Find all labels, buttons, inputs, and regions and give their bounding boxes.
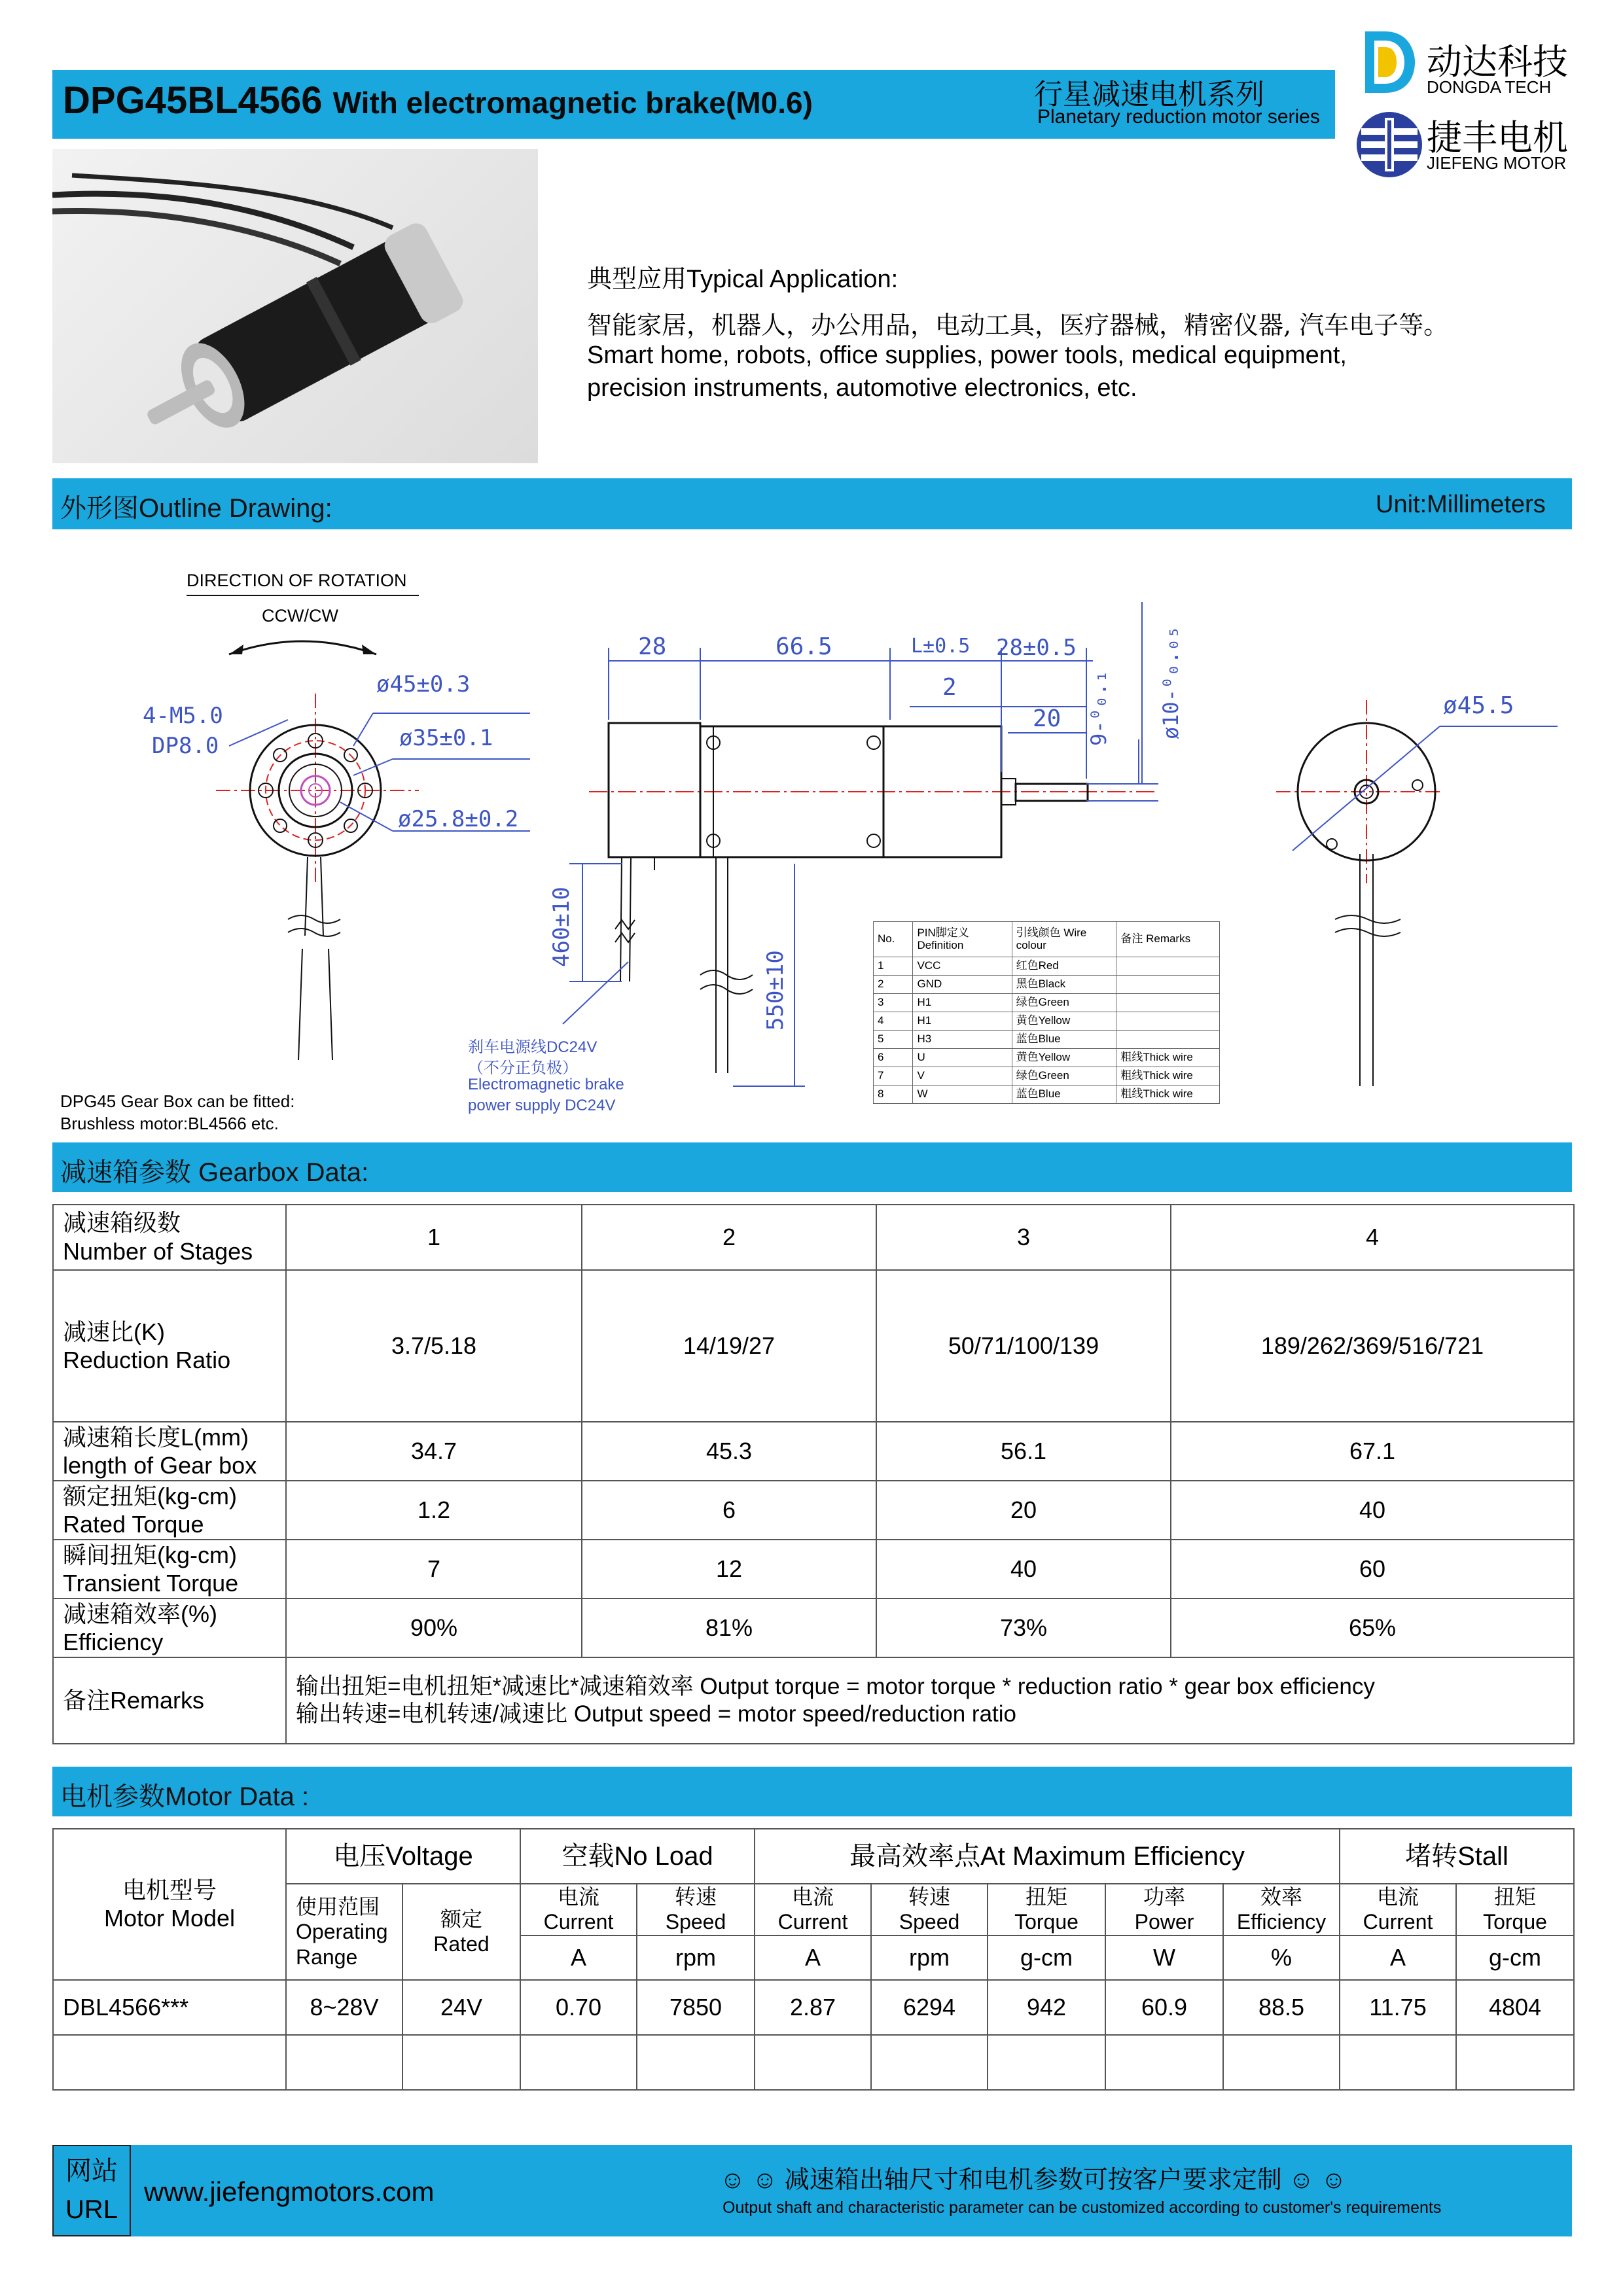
sub-header-cn: 电流 <box>1377 1885 1419 1909</box>
gearbox-title: 减速箱参数 Gearbox Data: <box>60 1158 369 1187</box>
outline-drawing <box>0 543 1623 1132</box>
sub-header <box>637 1884 755 1935</box>
dim-depth: DP8.0 <box>152 733 219 759</box>
pin-remark <box>1116 994 1220 1012</box>
dim-d45: ø45±0.3 <box>376 671 471 698</box>
motor-model-en: Motor Model <box>103 1905 236 1932</box>
outline-unit: Unit:Millimeters <box>1376 491 1546 518</box>
motor-cell: 8~28V <box>286 1980 402 2035</box>
motor-model-cn: 电机型号 <box>122 1877 217 1904</box>
outline-title: 外形图Outline Drawing: <box>60 494 332 523</box>
rated-label-en: Rated Torque <box>63 1511 204 1538</box>
rated-voltage-en: Rated <box>433 1932 490 1956</box>
sub-header-cn: 电流 <box>792 1885 834 1909</box>
operating-range-en-2: Range <box>296 1945 358 1969</box>
sub-header-en: Speed <box>899 1910 960 1934</box>
pin-no: 6 <box>874 1049 913 1067</box>
pin-colour: 蓝色Blue <box>1012 1086 1116 1104</box>
application-title: 典型应用Typical Application: <box>587 266 899 293</box>
motor-cell: 24V <box>402 1980 520 2035</box>
pin-remark <box>1116 1031 1220 1049</box>
transient-value: 40 <box>876 1540 1171 1598</box>
sub-header-cn: 效率 <box>1260 1885 1303 1909</box>
stages-label-en: Number of Stages <box>63 1238 253 1265</box>
empty-cell <box>988 2035 1105 2090</box>
unit-cell: g-cm <box>1456 1935 1574 1980</box>
efficiency-value: 65% <box>1171 1598 1574 1657</box>
pin-colour: 黑色Black <box>1012 976 1116 994</box>
pin-row <box>874 994 1220 1012</box>
pin-row <box>874 1067 1220 1086</box>
pin-remark <box>1116 1012 1220 1031</box>
noload-header: 空载No Load <box>520 1829 755 1884</box>
pin-colour: 绿色Green <box>1012 1067 1116 1086</box>
rated-value: 6 <box>582 1481 876 1540</box>
unit-cell: A <box>1340 1935 1456 1980</box>
voltage-header: 电压Voltage <box>286 1829 520 1884</box>
efficiency-label <box>53 1598 286 1657</box>
gearbox-note-2: Brushless motor:BL4566 etc. <box>60 1114 279 1133</box>
efficiency-value: 81% <box>582 1598 876 1657</box>
jiefeng-logo-icon <box>1353 109 1425 181</box>
motor-row-empty <box>53 2035 1574 2090</box>
stage-value: 4 <box>1171 1205 1574 1270</box>
dim-d455: ø45.5 <box>1443 692 1514 719</box>
stage-value: 1 <box>286 1205 582 1270</box>
pin-remark: 粗线Thick wire <box>1116 1086 1220 1104</box>
ratio-value: 50/71/100/139 <box>876 1270 1171 1422</box>
sub-header-cn: 扭矩 <box>1494 1885 1537 1909</box>
custom-note-en: Output shaft and characteristic parameter can be customized according to customer's requirements <box>722 2199 1442 2217</box>
dim-10: ø10-⁰₀.₀₅ <box>1158 626 1183 739</box>
efficiency-value: 90% <box>286 1598 582 1657</box>
application-en-2: precision instruments, automotive electronics, etc. <box>587 374 1137 402</box>
sub-header-en: Current <box>777 1910 848 1934</box>
pin-remark <box>1116 976 1220 994</box>
pin-header-remarks: 备注 Remarks <box>1116 922 1220 957</box>
pin-def: H1 <box>913 994 1012 1012</box>
pin-no: 3 <box>874 994 913 1012</box>
dim-len28: 28 <box>638 633 667 660</box>
gearbox-table <box>52 1204 1575 1744</box>
ratio-value: 189/262/369/516/721 <box>1171 1270 1574 1422</box>
dim-len665: 66.5 <box>776 633 832 660</box>
length-label <box>53 1422 286 1481</box>
sub-header <box>988 1884 1105 1935</box>
pin-header-def: PIN脚定义 Definition <box>913 922 1012 957</box>
rotation-title: DIRECTION OF ROTATION <box>187 571 407 590</box>
motor-cell: 942 <box>988 1980 1105 2035</box>
motor-cell: 11.75 <box>1340 1980 1456 2035</box>
product-photo <box>52 149 538 463</box>
brand2-cn: 捷丰电机 <box>1427 117 1568 158</box>
sub-header <box>1456 1884 1574 1935</box>
operating-range-header <box>286 1884 402 1980</box>
motor-title: 电机参数Motor Data : <box>60 1782 310 1811</box>
pin-colour: 黄色Yellow <box>1012 1012 1116 1031</box>
brand1-cn: 动达科技 <box>1427 41 1568 82</box>
dim-wire550: 550±10 <box>762 950 789 1031</box>
sub-header-cn: 电流 <box>557 1885 599 1909</box>
pin-remark: 粗线Thick wire <box>1116 1049 1220 1067</box>
pin-no: 7 <box>874 1067 913 1086</box>
dongda-logo-icon <box>1359 26 1419 98</box>
brand2-en: JIEFENG MOTOR <box>1427 153 1567 173</box>
pin-header-colour: 引线颜色 Wire colour <box>1012 922 1116 957</box>
sub-header-cn: 扭矩 <box>1026 1885 1068 1909</box>
pin-def: H3 <box>913 1031 1012 1049</box>
brake-en-2: power supply DC24V <box>468 1097 616 1114</box>
url-label-box <box>52 2145 131 2236</box>
rotation-label: CCW/CW <box>262 606 338 626</box>
empty-cell <box>520 2035 637 2090</box>
efficiency-label-en: Efficiency <box>63 1629 164 1655</box>
transient-value: 60 <box>1171 1540 1574 1598</box>
unit-cell: rpm <box>637 1935 755 1980</box>
pin-header-no: No. <box>874 922 913 957</box>
sub-header-en: Torque <box>1483 1910 1547 1934</box>
empty-cell <box>1105 2035 1223 2090</box>
rated-voltage-cn: 额定 <box>440 1907 482 1931</box>
pin-colour: 绿色Green <box>1012 994 1116 1012</box>
sub-header-en: Torque <box>1014 1910 1079 1934</box>
motor-model-value: DBL4566*** <box>53 1980 286 2035</box>
ratio-label-en: Reduction Ratio <box>63 1347 231 1373</box>
pin-row <box>874 976 1220 994</box>
unit-cell: rpm <box>871 1935 988 1980</box>
series-cn: 行星减速电机系列 <box>1034 78 1264 111</box>
series-en: Planetary reduction motor series <box>1037 106 1320 128</box>
pin-colour: 黄色Yellow <box>1012 1049 1116 1067</box>
sub-header <box>871 1884 988 1935</box>
maxeff-header: 最高效率点At Maximum Efficiency <box>755 1829 1340 1884</box>
dim-len20: 20 <box>1033 705 1061 732</box>
sub-header-en: Current <box>1363 1910 1433 1934</box>
length-value: 45.3 <box>582 1422 876 1481</box>
pin-no: 8 <box>874 1086 913 1104</box>
length-value: 67.1 <box>1171 1422 1574 1481</box>
empty-cell <box>1456 2035 1574 2090</box>
remark-torque: 输出扭矩=电机扭矩*减速比*减速箱效率 Output torque = motor torque * reduction ratio * gear box efficiency <box>296 1674 1375 1699</box>
length-value: 56.1 <box>876 1422 1171 1481</box>
pin-row <box>874 957 1220 976</box>
ratio-value: 3.7/5.18 <box>286 1270 582 1422</box>
transient-label-en: Transient Torque <box>63 1570 239 1597</box>
rated-voltage-header <box>402 1884 520 1980</box>
pin-no: 2 <box>874 976 913 994</box>
url-label-en: URL <box>65 2195 118 2224</box>
sub-header <box>755 1884 871 1935</box>
stall-header: 堵转Stall <box>1340 1829 1574 1884</box>
application-cn: 智能家居，机器人，办公用品，电动工具，医疗器械，精密仪器, 汽车电子等。 <box>587 311 1449 340</box>
remarks-label: 备注Remarks <box>53 1657 286 1744</box>
sub-header-cn: 功率 <box>1143 1885 1186 1909</box>
url-label-cn: 网站 <box>65 2156 118 2186</box>
remark-speed: 输出转速=电机转速/减速比 Output speed = motor speed/reduction ratio <box>296 1701 1016 1727</box>
pin-table <box>873 921 1220 1104</box>
sub-header <box>1223 1884 1340 1935</box>
motor-cell: 0.70 <box>520 1980 637 2035</box>
empty-cell <box>53 2035 286 2090</box>
sub-header <box>1105 1884 1223 1935</box>
unit-cell: g-cm <box>988 1935 1105 1980</box>
dim-wire460: 460±10 <box>548 887 575 967</box>
motor-table <box>52 1828 1575 2091</box>
transient-label <box>53 1540 286 1598</box>
ratio-value: 14/19/27 <box>582 1270 876 1422</box>
pin-remark <box>1116 957 1220 976</box>
empty-cell <box>1340 2035 1456 2090</box>
pin-def: H1 <box>913 1012 1012 1031</box>
pin-row <box>874 1049 1220 1067</box>
empty-cell <box>286 2035 402 2090</box>
brand1-en: DONGDA TECH <box>1427 77 1552 97</box>
brake-cn-2: （不分正负极） <box>468 1059 578 1077</box>
pin-def: V <box>913 1067 1012 1086</box>
stages-label-cn: 减速箱级数 <box>63 1209 181 1237</box>
empty-cell <box>1223 2035 1340 2090</box>
custom-note-cn: ☺ ☺ 减速箱出轴尺寸和电机参数可按客户要求定制 ☺ ☺ <box>720 2166 1347 2194</box>
rated-value: 40 <box>1171 1481 1574 1540</box>
gearbox-note-1: DPG45 Gear Box can be fitted: <box>60 1091 295 1111</box>
rated-label <box>53 1481 286 1540</box>
motor-model-header <box>53 1829 286 1980</box>
stages-label <box>53 1205 286 1270</box>
sub-header-en: Efficiency <box>1236 1910 1327 1934</box>
dim-d35: ø35±0.1 <box>399 725 493 751</box>
application-en-1: Smart home, robots, office supplies, power tools, medical equipment, <box>587 342 1347 369</box>
sub-header-en: Current <box>543 1910 614 1934</box>
sub-header <box>520 1884 637 1935</box>
pin-def: VCC <box>913 957 1012 976</box>
length-value: 34.7 <box>286 1422 582 1481</box>
stage-value: 3 <box>876 1205 1171 1270</box>
operating-range-cn: 使用范围 <box>296 1894 380 1918</box>
pin-colour: 红色Red <box>1012 957 1116 976</box>
dim-9: 9-⁰₀.₁ <box>1086 670 1111 746</box>
pin-def: GND <box>913 976 1012 994</box>
transient-value: 12 <box>582 1540 876 1598</box>
model-name: DPG45BL4566 <box>63 79 323 122</box>
empty-cell <box>637 2035 755 2090</box>
pin-def: W <box>913 1086 1012 1104</box>
dim-holes: 4-M5.0 <box>143 703 223 729</box>
stage-value: 2 <box>582 1205 876 1270</box>
empty-cell <box>871 2035 988 2090</box>
dim-lenL: L±0.5 <box>911 635 971 658</box>
dim-len28b: 28±0.5 <box>996 635 1077 661</box>
sub-header-cn: 转速 <box>908 1885 951 1909</box>
brake-cn: 刹车电源线DC24V <box>468 1038 597 1056</box>
motor-cell: 88.5 <box>1223 1980 1340 2035</box>
pin-remark: 粗线Thick wire <box>1116 1067 1220 1086</box>
unit-cell: A <box>520 1935 637 1980</box>
ratio-label <box>53 1270 286 1422</box>
page-title <box>63 79 813 122</box>
pin-row <box>874 1086 1220 1104</box>
dim-d258: ø25.8±0.2 <box>398 806 519 832</box>
model-subtitle: With electromagnetic brake(M0.6) <box>332 86 813 120</box>
transient-value: 7 <box>286 1540 582 1598</box>
pin-no: 4 <box>874 1012 913 1031</box>
efficiency-label-cn: 减速箱效率(%) <box>63 1600 217 1627</box>
unit-cell: % <box>1223 1935 1340 1980</box>
motor-cell: 7850 <box>637 1980 755 2035</box>
ratio-label-cn: 减速比(K) <box>63 1318 165 1345</box>
website-link[interactable]: www.jiefengmotors.com <box>144 2176 435 2207</box>
motor-cell: 60.9 <box>1105 1980 1223 2035</box>
rated-label-cn: 额定扭矩(kg-cm) <box>63 1482 237 1510</box>
empty-cell <box>402 2035 520 2090</box>
motor-cell: 4804 <box>1456 1980 1574 2035</box>
pin-row <box>874 1012 1220 1031</box>
efficiency-value: 73% <box>876 1598 1171 1657</box>
empty-cell <box>755 2035 871 2090</box>
motor-cell: 2.87 <box>755 1980 871 2035</box>
pin-def: U <box>913 1049 1012 1067</box>
sub-header-en: Speed <box>665 1910 726 1934</box>
motor-cell: 6294 <box>871 1980 988 2035</box>
rated-value: 1.2 <box>286 1481 582 1540</box>
pin-row <box>874 1031 1220 1049</box>
pin-no: 1 <box>874 957 913 976</box>
pin-colour: 蓝色Blue <box>1012 1031 1116 1049</box>
unit-cell: W <box>1105 1935 1223 1980</box>
sub-header-en: Power <box>1134 1910 1194 1934</box>
length-label-en: length of Gear box <box>63 1452 257 1479</box>
remarks-value <box>286 1657 1574 1744</box>
motor-row <box>53 1980 1574 2035</box>
pin-no: 5 <box>874 1031 913 1049</box>
dim-len2: 2 <box>942 674 957 701</box>
length-label-cn: 减速箱长度L(mm) <box>63 1423 249 1451</box>
transient-label-cn: 瞬间扭矩(kg-cm) <box>63 1541 237 1568</box>
sub-header <box>1340 1884 1456 1935</box>
unit-cell: A <box>755 1935 871 1980</box>
end-view <box>1276 700 1558 1086</box>
rated-value: 20 <box>876 1481 1171 1540</box>
brake-en-1: Electromagnetic brake <box>468 1076 624 1093</box>
motor-photo-illustration <box>52 149 538 463</box>
operating-range-en-1: Operating <box>296 1920 388 1944</box>
sub-header-cn: 转速 <box>675 1885 717 1909</box>
